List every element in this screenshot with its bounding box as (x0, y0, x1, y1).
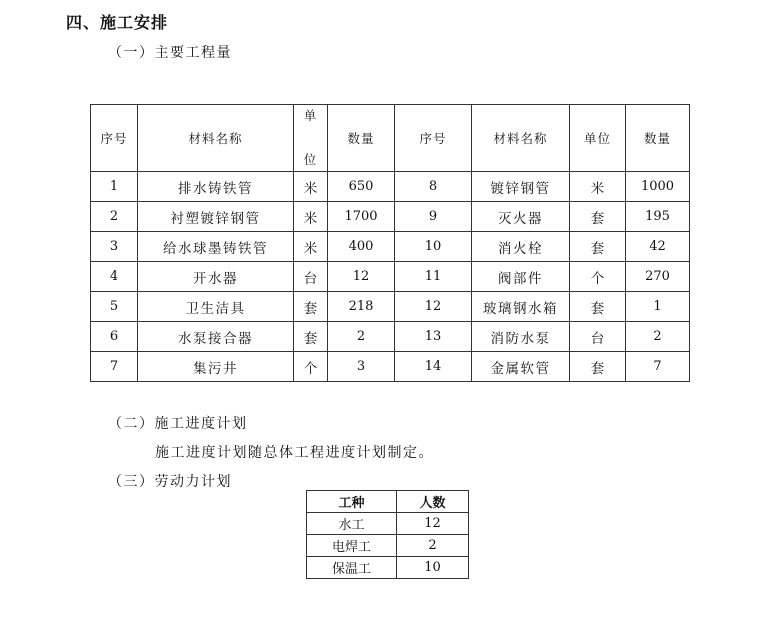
table-row (307, 513, 469, 535)
table-row (91, 202, 690, 232)
table-row (91, 292, 690, 322)
table-cell: 卫生洁具 (138, 292, 294, 322)
column-header-unit (294, 105, 328, 172)
table-cell: 个 (294, 352, 328, 382)
table-header-row (307, 491, 469, 513)
table-cell: 1 (626, 292, 690, 322)
table-cell: 400 (328, 232, 395, 262)
table-cell: 12 (328, 262, 395, 292)
table-cell: 灭火器 (472, 202, 570, 232)
table-cell: 2 (626, 322, 690, 352)
table-cell: 米 (294, 202, 328, 232)
table-cell: 4 (91, 262, 138, 292)
table-cell: 195 (626, 202, 690, 232)
table-cell: 2 (91, 202, 138, 232)
table-cell: 套 (294, 322, 328, 352)
table-cell: 3 (91, 232, 138, 262)
column-header: 数量 (626, 105, 690, 172)
table-cell: 14 (395, 352, 472, 382)
table-cell: 集污井 (138, 352, 294, 382)
table-cell: 1000 (626, 172, 690, 202)
table-cell: 金属软管 (472, 352, 570, 382)
table-cell: 电焊工 (307, 535, 397, 557)
table-cell: 11 (395, 262, 472, 292)
table-cell: 8 (395, 172, 472, 202)
column-header: 材料名称 (472, 105, 570, 172)
unit-header-char: 位 (303, 152, 318, 167)
table-cell: 消火栓 (472, 232, 570, 262)
table-cell: 13 (395, 322, 472, 352)
column-header: 序号 (395, 105, 472, 172)
table-cell: 个 (570, 262, 626, 292)
table-cell: 米 (294, 232, 328, 262)
table-cell: 12 (395, 292, 472, 322)
table-cell: 12 (397, 513, 469, 535)
table-row (91, 172, 690, 202)
table-cell: 消防水泵 (472, 322, 570, 352)
table-cell: 5 (91, 292, 138, 322)
table-cell: 台 (294, 262, 328, 292)
table-row (91, 262, 690, 292)
table-header-row (91, 105, 690, 172)
table-row (91, 322, 690, 352)
table-cell: 给水球墨铸铁管 (138, 232, 294, 262)
table-cell: 3 (328, 352, 395, 382)
column-header: 单位 (570, 105, 626, 172)
table-cell: 9 (395, 202, 472, 232)
table-cell: 2 (397, 535, 469, 557)
table-cell: 开水器 (138, 262, 294, 292)
column-header: 数量 (328, 105, 395, 172)
table-cell: 保温工 (307, 557, 397, 579)
table-cell: 1 (91, 172, 138, 202)
table-row (91, 352, 690, 382)
subsection-title-labor: （三）劳动力计划 (108, 474, 232, 490)
schedule-paragraph: 施工进度计划随总体工程进度计划制定。 (155, 445, 434, 461)
table-cell: 10 (397, 557, 469, 579)
subsection-title-schedule: （二）施工进度计划 (108, 416, 248, 432)
table-cell: 玻璃钢水箱 (472, 292, 570, 322)
table-cell: 套 (570, 352, 626, 382)
table-cell: 套 (294, 292, 328, 322)
table-cell: 650 (328, 172, 395, 202)
table-cell: 米 (294, 172, 328, 202)
table-cell: 218 (328, 292, 395, 322)
table-row (91, 232, 690, 262)
table-cell: 镀锌钢管 (472, 172, 570, 202)
labor-table (306, 490, 469, 579)
table-cell: 套 (570, 202, 626, 232)
section-title: 四、施工安排 (66, 13, 169, 32)
table-cell: 衬塑镀锌钢管 (138, 202, 294, 232)
column-header: 序号 (91, 105, 138, 172)
table-cell: 套 (570, 232, 626, 262)
table-cell: 270 (626, 262, 690, 292)
subsection-title-quantities: （一）主要工程量 (108, 45, 232, 61)
table-cell: 7 (91, 352, 138, 382)
table-cell: 排水铸铁管 (138, 172, 294, 202)
table-cell: 米 (570, 172, 626, 202)
table-cell: 10 (395, 232, 472, 262)
table-cell: 水泵接合器 (138, 322, 294, 352)
table-cell: 7 (626, 352, 690, 382)
column-header: 工种 (307, 491, 397, 513)
table-cell: 台 (570, 322, 626, 352)
column-header: 材料名称 (138, 105, 294, 172)
table-cell: 1700 (328, 202, 395, 232)
table-row (307, 535, 469, 557)
table-cell: 套 (570, 292, 626, 322)
table-cell: 42 (626, 232, 690, 262)
table-cell: 2 (328, 322, 395, 352)
unit-header-char: 单 (303, 108, 318, 123)
table-row (307, 557, 469, 579)
table-cell: 6 (91, 322, 138, 352)
table-cell: 水工 (307, 513, 397, 535)
column-header: 人数 (397, 491, 469, 513)
materials-table (90, 104, 690, 382)
table-cell: 阀部件 (472, 262, 570, 292)
